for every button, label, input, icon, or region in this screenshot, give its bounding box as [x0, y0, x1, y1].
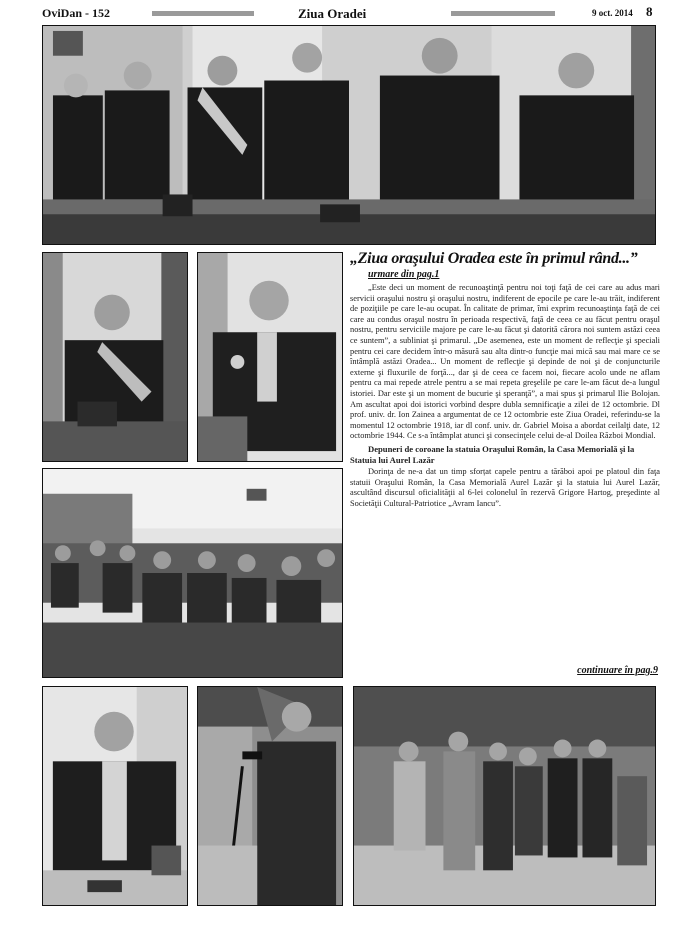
photo-wreath-ceremony: [353, 686, 656, 906]
header-rule-left: [152, 11, 254, 16]
photo-mayor-seated: [42, 252, 188, 462]
header-section-title: Ziua Oradei: [298, 6, 367, 21]
article-body: [350, 283, 660, 509]
header-date: 9 oct. 2014: [592, 8, 633, 18]
photo-audience: [42, 468, 343, 678]
article-paragraph: Dorinţa de ne-a dat un timp sforțat capele pentru a tărăboi apoi pe platoul din faţa statuii Oraşului Român, la Casa Memorială Aurel Lazăr şi la statuia lui Aurel Lazăr, ascultând discursul oficialităţii al 6-lei colonelul în rezervă Grigore Hartog, preşedinte al Societăţii Cultural-Patriotice „Avram Iancu”.: [350, 467, 660, 508]
photo-speaker-ribbon: [197, 252, 343, 462]
photo-officials-standing: [42, 25, 656, 245]
header-page-number: 8: [646, 4, 653, 19]
article-title: „Ziua oraşului Oradea este în primul rând...”: [350, 250, 638, 267]
header-rule-right: [451, 11, 555, 16]
photo-outdoor-speaker: [197, 686, 343, 906]
continued-on: continuare în pag.9: [577, 665, 658, 676]
article: [350, 250, 660, 509]
photo-man-portrait: [42, 686, 188, 906]
article-subheading: Depuneri de coroane la statuia Oraşului Român, la Casa Memorială şi la Statuia lui Aurel Lazăr: [350, 443, 635, 465]
article-paragraph: „Este deci un moment de recunoaştinţă pentru noi toţi faţă de cei care au adus mari servicii oraşului nostru şi oraşului nostru, indiferent de epocile pe care le-au trăit, indiferent de poziţiile pe care le-au ocupat. În calitate de primar, îmi exprim recunoaştinţa faţă de cei care au condus oraşul nostru în perioada respectivă, faţă de ceea ce au făcut pentru oraşul nostru, pentru serviciile majore pe care le-au făcut şi datorită cărora noi suntem astăzi ceea ce suntem”, a subliniat şi primarul. „De asemenea, este un moment de reflecţie şi speciali pentru cei care decidem într-o măsură sau alta dintr-o funcţie mai mică sau mai mare ce se întâmplă astăzi Oradea... Un moment de reflecţie şi depinde de noi şi de conjuncturile externe şi fluxurile de forţă..., dar şi de ceea ce facem noi, fiecare acolo unde ne aflam pentru ca mai repede atrele pentru a se mai repeta greşelile pe care le-am făcut de-a lungul istoriei. Dar este şi un moment de bucurie şi speranţă”, a mai spus şi primarul Ilie Bolojan. Am ascultat apoi doi istorici vorbind despre dubla semnificaţie a zilei de 12 octombrie. Dl prof. univ. dr. Ion Zainea a argumentat de ce 12 octombrie este Ziua Oradei, referindu-se la momentul 12 octombrie 1918, iar dl conf. univ. dr. Gabriel Moisa a abordat ceilalţi date, 12 octombrie 1944. Ce s-a întâmplat atunci şi consecinţele celui de-al Doilea Război Mondial.: [350, 283, 660, 441]
continued-from: urmare din pag.1: [368, 269, 440, 280]
header-publication: OviDan - 152: [42, 6, 111, 20]
